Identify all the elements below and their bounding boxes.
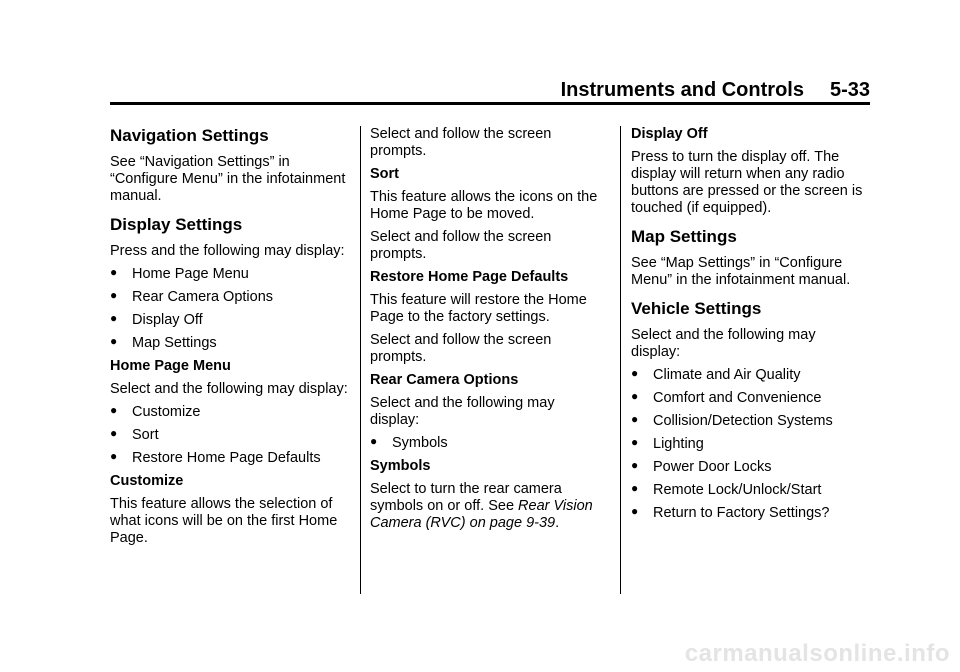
paragraph-home: Select and the following may display: xyxy=(110,381,348,397)
bullet-icon: ● xyxy=(631,389,639,403)
paragraph-sort: This feature allows the icons on the Home Page to be moved. xyxy=(370,189,598,222)
subheading-sort: Sort xyxy=(370,166,399,182)
column-divider-1 xyxy=(360,126,361,594)
heading-vehicle-settings: Vehicle Settings xyxy=(631,299,762,318)
bullet-icon: ● xyxy=(631,458,639,472)
heading-navigation-settings: Navigation Settings xyxy=(110,126,269,145)
paragraph-rear: Select and the following may display: xyxy=(370,395,555,428)
bullet-icon: ● xyxy=(110,449,118,463)
list-item: ● Home Page Menu xyxy=(110,265,249,282)
column-divider-2 xyxy=(620,126,621,594)
page-number: 5-33 xyxy=(829,79,870,101)
paragraph-symbols: Select to turn the rear camera symbols on or off. See Rear Vision Camera (RVC) on page 9-39. xyxy=(370,481,593,531)
list-item: ● Display Off xyxy=(110,311,203,328)
bullet-icon: ● xyxy=(110,311,118,325)
subheading-restore-defaults: Restore Home Page Defaults xyxy=(370,269,569,285)
paragraph-customize: This feature allows the selection of what icons will be on the first Home Page. xyxy=(110,496,338,546)
column-1 xyxy=(110,126,350,553)
bullet-icon: ● xyxy=(110,265,118,279)
bullet-icon: ● xyxy=(110,426,118,440)
list-item: ● Restore Home Page Defaults xyxy=(110,449,321,466)
list-item: ● Customize xyxy=(110,403,201,420)
section-title: Instruments and Controls xyxy=(560,79,804,101)
page-header xyxy=(110,78,870,102)
column-3 xyxy=(631,126,867,528)
list-item: ● Collision/Detection Systems xyxy=(631,412,833,429)
paragraph-select-follow-1: Select and follow the screen prompts. xyxy=(370,126,552,159)
rear-camera-list xyxy=(370,435,606,452)
heading-map-settings: Map Settings xyxy=(631,227,737,246)
bullet-icon: ● xyxy=(631,481,639,495)
list-item: ● Climate and Air Quality xyxy=(631,366,801,383)
bullet-icon: ● xyxy=(631,435,639,449)
paragraph-display: Press and the following may display: xyxy=(110,243,345,259)
bullet-icon: ● xyxy=(110,403,118,417)
list-item: ● Sort xyxy=(110,426,159,443)
paragraph-vehicle: Select and the following may display: xyxy=(631,327,816,360)
list-item: ● Return to Factory Settings? xyxy=(631,504,830,521)
home-page-list xyxy=(110,404,350,467)
paragraph-display-off: Press to turn the display off. The display will return when any radio buttons are pressed or the screen is touched (if equipped). xyxy=(631,149,863,216)
display-settings-list xyxy=(110,266,350,352)
subheading-symbols: Symbols xyxy=(370,458,431,474)
paragraph-map: See “Map Settings” in “Configure Menu” in the infotainment manual. xyxy=(631,255,851,288)
paragraph-restore: This feature will restore the Home Page to the factory settings. xyxy=(370,292,587,325)
watermark: carmanualsonline.info xyxy=(684,640,950,667)
paragraph-select-follow-2: Select and follow the screen prompts. xyxy=(370,229,552,262)
list-item: ● Comfort and Convenience xyxy=(631,389,822,406)
vehicle-settings-list xyxy=(631,367,867,522)
subheading-display-off: Display Off xyxy=(631,126,708,142)
paragraph-select-follow-3: Select and follow the screen prompts. xyxy=(370,332,552,365)
bullet-icon: ● xyxy=(631,504,639,518)
bullet-icon: ● xyxy=(631,366,639,380)
paragraph-navigation: See “Navigation Settings” in “Configure Menu” in the infotainment manual. xyxy=(110,154,346,204)
column-2 xyxy=(370,126,606,538)
subheading-customize: Customize xyxy=(110,473,184,489)
cross-reference-link[interactable]: Rear Vision Camera (RVC) on page 9-39 xyxy=(370,498,593,531)
bullet-icon: ● xyxy=(370,434,378,448)
heading-display-settings: Display Settings xyxy=(110,215,243,234)
list-item: ● Rear Camera Options xyxy=(110,288,274,305)
bullet-icon: ● xyxy=(631,412,639,426)
list-item: ● Remote Lock/Unlock/Start xyxy=(631,481,822,498)
subheading-home-page-menu: Home Page Menu xyxy=(110,358,231,374)
subheading-rear-camera-options: Rear Camera Options xyxy=(370,372,519,388)
list-item: ● Lighting xyxy=(631,435,704,452)
bullet-icon: ● xyxy=(110,334,118,348)
list-item: ● Symbols xyxy=(370,434,448,451)
header-rule xyxy=(110,102,870,105)
list-item: ● Power Door Locks xyxy=(631,458,772,475)
bullet-icon: ● xyxy=(110,288,118,302)
list-item: ● Map Settings xyxy=(110,334,217,351)
